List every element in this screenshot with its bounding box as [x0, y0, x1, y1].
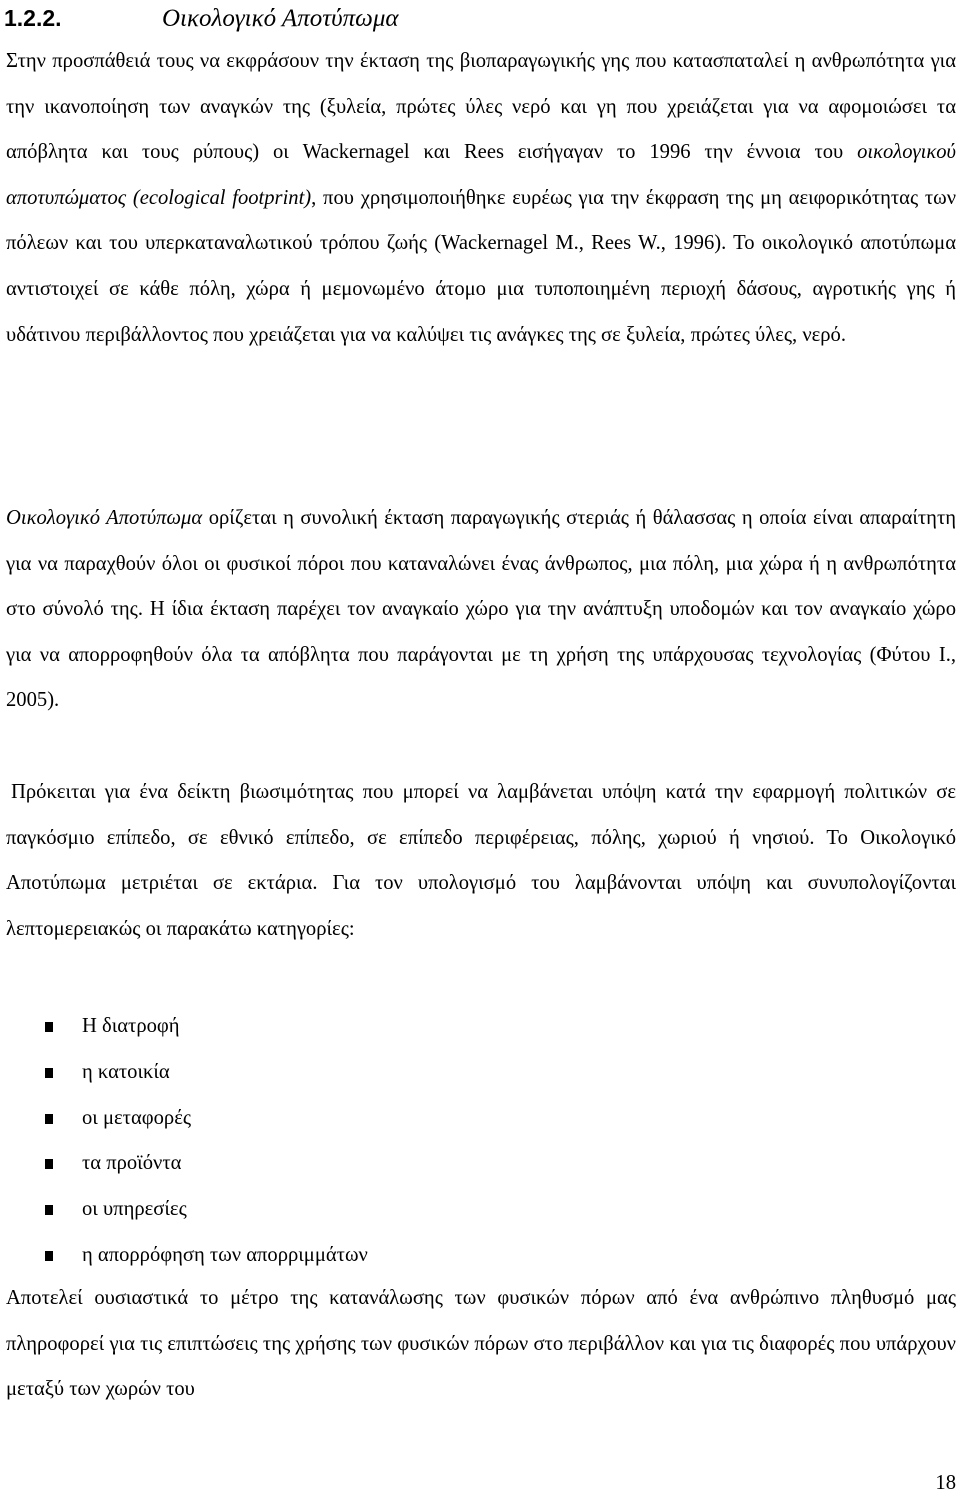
paragraph-measure-text: Αποτελεί ουσιαστικά το μέτρο της κατανάλωσης των φυσικών πόρων από ένα ανθρώπινο πληθυσμό μας πληροφορεί για τις επιπτώσεις της χρήσης των φυσικών πόρων στο περιβάλλον και για τις διαφορές που υπάρχουν μεταξύ των χωρών του — [6, 1287, 956, 1401]
square-bullet-icon — [45, 1114, 53, 1124]
list-item: η απορρόφηση των απορριμμάτων — [0, 1233, 368, 1279]
section-number: 1.2.2. — [4, 5, 62, 31]
paragraph-intro — [6, 39, 956, 358]
paragraph-intro-text-2: , που χρησιμοποιήθηκε ευρέως για την έκφραση της μη αειφορικότητας των πόλεων και του υπερκαταναλωτικού τρόπου ζωής (Wackernagel M., Rees W., 1996). Το οικολογικό αποτύπωμα αντιστοιχεί σε κάθε πόλη, χώρα ή μεμονωμένο άτομο μια τυποποιημένη περιοχή δάσους, αγροτικής γης ή υδάτινου περιβάλλοντος που χρειάζεται για να καλύψει τις ανάγκες της σε ξυλεία, πρώτες ύλες, νερό. — [6, 186, 956, 346]
paragraph-indicator-text: Πρόκειται για ένα δείκτη βιωσιμότητας που μπορεί να λαμβάνεται υπόψη κατά την εφαρμογή πολιτικών σε παγκόσμιο επίπεδο, σε εθνικό επίπεδο, σε επίπεδο περιφέρειας, πόλης, χωριού ή νησιού. Το Οικολογικό Αποτύπωμα μετριέται σε εκτάρια. Για τον υπολογισμό του λαμβάνονται υπόψη και συνυπολογίζονται λεπτομερειακώς οι παρακάτω κατηγορίες: — [6, 781, 956, 940]
paragraph-indicator — [6, 770, 956, 952]
square-bullet-icon — [45, 1022, 53, 1032]
page-number: 18 — [935, 1472, 956, 1494]
square-bullet-icon — [45, 1159, 53, 1169]
list-item: η κατοικία — [0, 1050, 368, 1096]
list-item: οι υπηρεσίες — [0, 1187, 368, 1233]
category-list — [0, 1004, 368, 1279]
paragraph-definition-italic-term: Οικολογικό Αποτύπωμα — [6, 507, 203, 529]
list-item: οι μεταφορές — [0, 1096, 368, 1142]
paragraph-intro-italic-term: οικολογικού αποτυπώματος (ecological footprint) — [6, 141, 956, 209]
list-item: τα προϊόντα — [0, 1141, 368, 1187]
paragraph-definition — [6, 496, 956, 724]
list-item: Η διατροφή — [0, 1004, 368, 1050]
section-heading — [4, 0, 399, 36]
paragraph-measure — [6, 1276, 956, 1413]
section-title: Οικολογικό Αποτύπωμα — [162, 5, 399, 32]
paragraph-definition-text: ορίζεται η συνολική έκταση παραγωγικής στεριάς ή θάλασσας η οποία είναι απαραίτητη για να παραχθούν όλοι οι φυσικοί πόροι που καταναλώνει ένας άνθρωπος, μια πόλη, μια χώρα ή η ανθρωπότητα στο σύνολό της. Η ίδια έκταση παρέχει τον αναγκαίο χώρο για την ανάπτυξη υποδομών και τον αναγκαίο χώρο για να απορροφηθούν όλα τα απόβλητα που παράγονται με τη χρήση της υπάρχουσας τεχνολογίας (Φύτου Ι., 2005). — [6, 507, 956, 712]
square-bullet-icon — [45, 1205, 53, 1215]
square-bullet-icon — [45, 1068, 53, 1078]
square-bullet-icon — [45, 1251, 53, 1261]
paragraph-intro-text-1: Στην προσπάθειά τους να εκφράσουν την έκταση της βιοπαραγωγικής γης που κατασπαταλεί η ανθρωπότητα για την ικανοποίηση των αναγκών της (ξυλεία, πρώτες ύλες νερό και γη που χρειάζεται για να αφομοιώσει τα απόβλητα και τους ρύπους) οι Wackernagel και Rees εισήγαγαν το 1996 την έννοια του — [6, 50, 956, 164]
